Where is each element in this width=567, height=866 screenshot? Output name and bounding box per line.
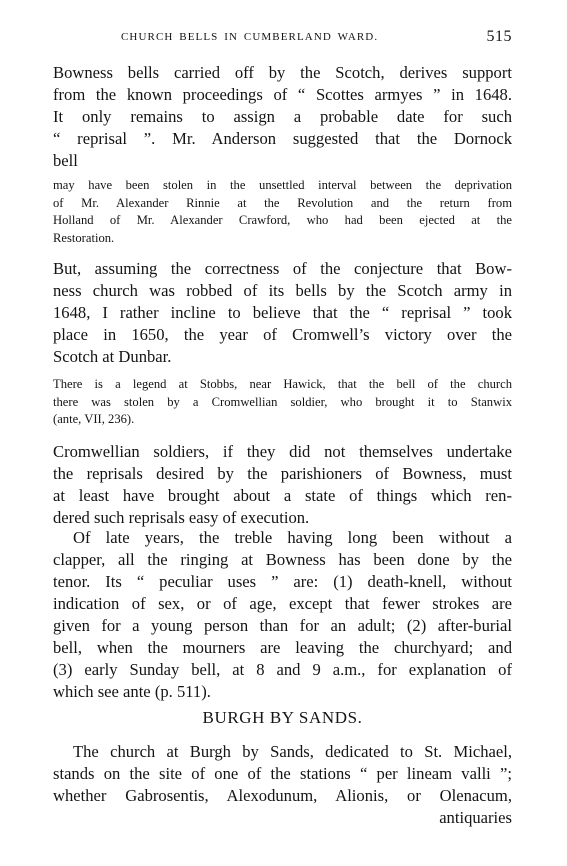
text-line: clapper, all the ringing at Bowness has been done by the: [53, 550, 512, 569]
text-line: stands on the site of one of the stations “ per lineam valli ”;: [53, 764, 512, 783]
text-line: indication of sex, or of age, except that fewer strokes are: [53, 594, 512, 613]
page-number: 515: [486, 28, 512, 45]
text-line: Cromwellian soldiers, if they did not themselves undertake: [53, 442, 512, 461]
text-line: dered such reprisals easy of execution.: [53, 508, 310, 527]
page-header: [53, 28, 512, 49]
text-line: given for a young person than for an adult; (2) after-burial: [53, 616, 512, 635]
paragraph-bell-uses: [53, 527, 512, 703]
text-line: there was stolen by a Cromwellian soldier, who brought it to Stanwix: [53, 394, 512, 409]
paragraph-cromwellian-soldiers: [53, 441, 512, 529]
text-line: It only remains to assign a probable date for such: [53, 107, 512, 126]
text-line: There is a legend at Stobbs, near Hawick, that the bell of the church: [53, 377, 512, 391]
text-line: (3) early Sunday bell, at 8 and 9 a.m., for explanation of: [53, 660, 512, 679]
text-line: Bowness bells carried off by the Scotch, derives support: [53, 63, 512, 82]
text-line: “ reprisal ”. Mr. Anderson suggested that the Dornock: [53, 129, 512, 148]
text-line: 1648, I rather incline to believe that the “ reprisal ” took: [53, 303, 512, 322]
text-line: (ante, VII, 236).: [53, 412, 135, 426]
text-line: Holland of Mr. Alexander Crawford, who had been ejected at the: [53, 213, 512, 227]
text-line: But, assuming the correctness of the conjecture that Bow-: [53, 259, 512, 278]
quoted-note-stobbs: [53, 376, 512, 429]
text-line: Scotch at Dunbar.: [53, 347, 172, 366]
quoted-note-dornock: [53, 177, 512, 247]
text-line: The church at Burgh by Sands, dedicated to St. Michael,: [73, 742, 512, 761]
text-line: of Mr. Alexander Rinnie at the Revolution and the return from: [53, 195, 512, 210]
text-line: may have been stolen in the unsettled interval between the deprivation: [53, 178, 512, 192]
text-line: tenor. Its “ peculiar uses ” are: (1) death-knell, without: [53, 572, 512, 591]
text-line: at least have brought about a state of things which ren-: [53, 486, 512, 505]
text-line: bell, when the mourners are leaving the churchyard; and: [53, 638, 512, 657]
catchword: antiquaries: [439, 808, 512, 827]
text-line: ness church was robbed of its bells by the Scotch army in: [53, 281, 512, 300]
paragraph-burgh-church: [53, 741, 512, 829]
paragraph-conjecture: [53, 258, 512, 368]
text-line: the reprisals desired by the parishioners of Bowness, must: [53, 464, 512, 483]
text-line: bell: [53, 151, 78, 170]
text-line: whether Gabrosentis, Alexodunum, Alionis, or Olenacum,: [53, 786, 512, 805]
text-line: which see ante (p. 511).: [53, 682, 211, 701]
text-line: place in 1650, the year of Cromwell’s victory over the: [53, 325, 512, 344]
section-heading: BURGH BY SANDS.: [202, 708, 363, 727]
running-head: CHURCH BELLS IN CUMBERLAND WARD.: [121, 31, 379, 43]
text-line: from the known proceedings of “ Scottes armyes ” in 1648.: [53, 85, 512, 104]
text-line: Restoration.: [53, 230, 115, 245]
paragraph-bowness-bells: [53, 62, 512, 172]
text-line: Of late years, the treble having long been without a: [73, 528, 512, 547]
